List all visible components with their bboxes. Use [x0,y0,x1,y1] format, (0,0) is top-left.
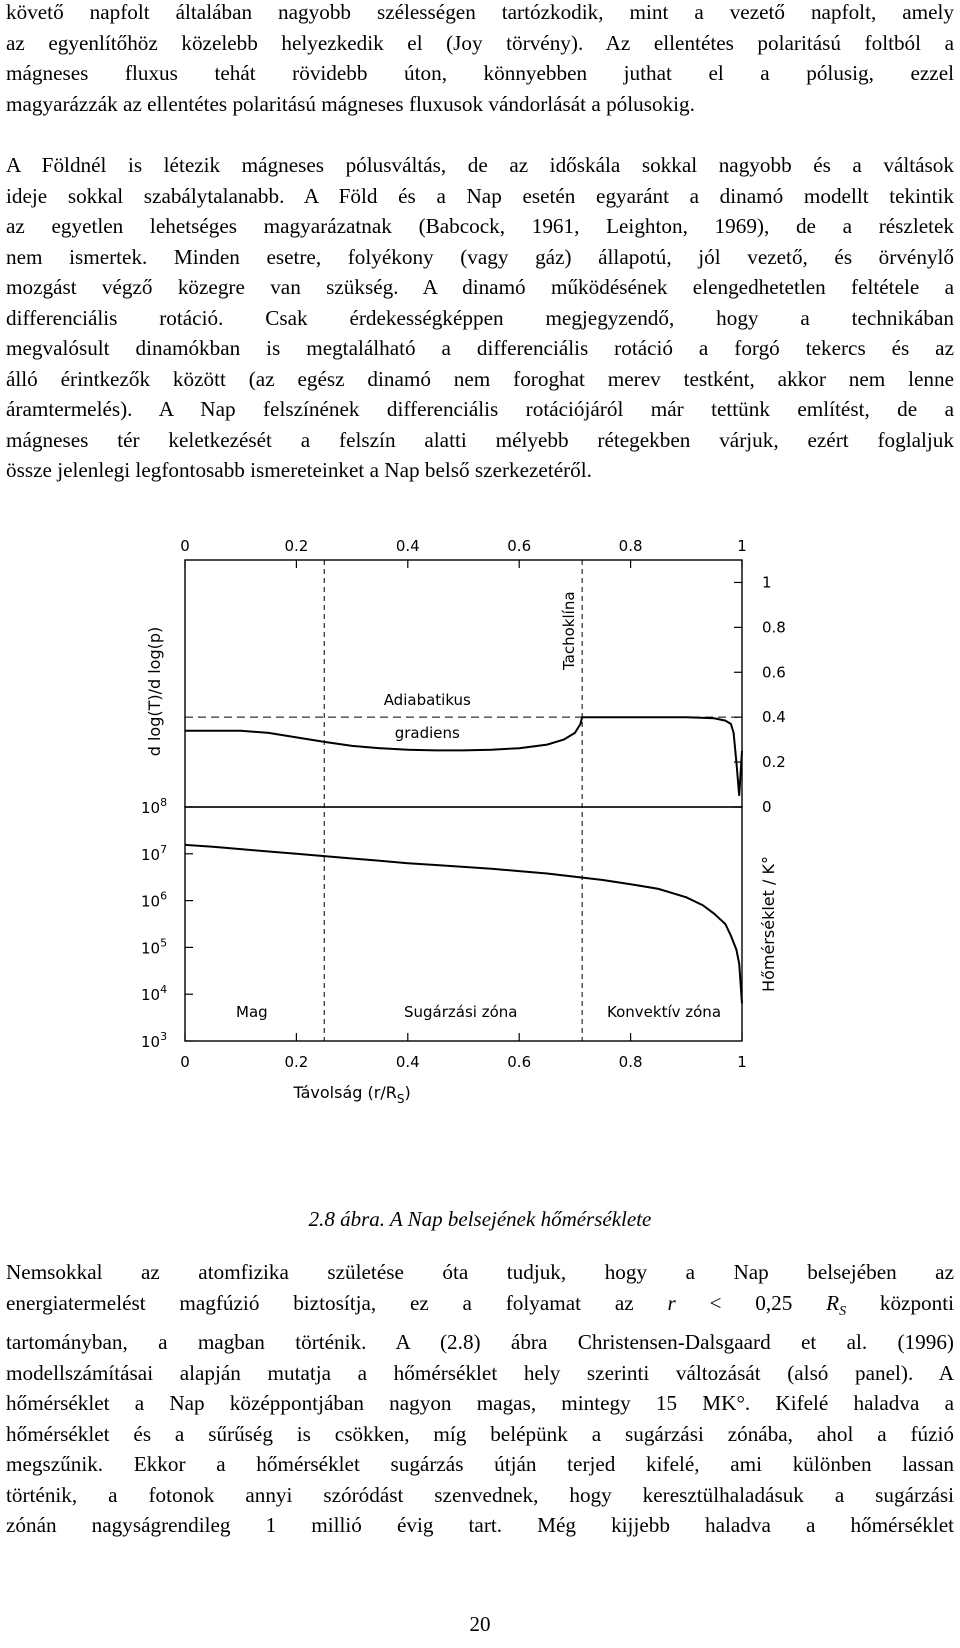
upper-y-tick-label: 0.6 [762,663,786,682]
text-line: hőmérséklet és a sűrűség is csökken, míg belépünk a sugárzási zónába, ahol a fúzió [6,1421,954,1446]
text-line: követő napfolt általában nagyobb szélességen tartózkodik, mint a vezető napfolt, amely [6,0,954,24]
adiabatic-label-line2: gradiens [394,724,460,743]
figure-caption: 2.8 ábra. A Nap belsejének hőmérséklete [308,1207,652,1231]
x-axis-label-end: ) [404,1083,411,1102]
tachocline-label: Tachoklína [560,591,579,670]
lower-y-tick-label: $10^4$ [141,983,168,1005]
bottom-x-tick-label: 0.6 [507,1053,532,1071]
page-number: 20 [469,1612,491,1636]
tick-exponent: 7 [160,842,168,856]
text-line: nem ismertek. Minden esetre, folyékony (vagy gáz) állapotú, jól vezető, és örvénylő [6,244,954,269]
tick-exponent: 8 [160,796,168,809]
text-line: magyarázzák az ellentétes polaritású mágneses fluxusok vándorlását a pólusokig. [6,91,695,116]
upper-y-tick-label: 0.4 [762,708,786,727]
x-axis-label: Távolság $(r/R_S)$ [293,1083,411,1106]
top-x-tick-label: 0.6 [507,537,532,555]
text-line: megszűnik. Ekkor a hőmérséklet sugárzás útján terjed kifelé, ami különben lassan [6,1452,954,1477]
top-x-tick-label: 0.4 [395,537,420,555]
paragraph-top [6,0,954,119]
upper-y-axis-label: d log(T)/d log(p) [145,626,164,757]
paragraph-middle [6,150,954,486]
lower-y-tick-label: $10^5$ [141,936,168,958]
top-x-tick-label: 0 [180,537,190,555]
text-line: ideje sokkal szabálytalanabb. A Föld és a Nap esetén egyaránt a dinamó modellt tekintik [6,183,954,208]
lower-y-tick-label: $10^7$ [141,842,168,864]
paragraph-bottom [6,1257,954,1541]
bottom-x-tick-label: 0.4 [395,1053,420,1071]
lower-y-tick-label: $10^3$ [141,1030,168,1051]
bottom-x-tick-label: 0.8 [618,1053,643,1071]
text-line: differenciális rotáció. Csak érdekességképpen megjegyzendő, hogy a technikában [6,305,954,330]
upper-y-tick-label: 0 [762,798,772,816]
adiabatic-label-line1: Adiabatikus [383,691,471,710]
upper-y-tick-label: 0.8 [762,618,786,637]
upper-panel [145,537,786,1041]
tick-exponent: 5 [160,936,168,950]
text-line: álló érintkezők között (az egész dinamó nem foroghat merev testként, akkor nem lenne [6,366,954,391]
x-axis-label-subscript: S [396,1092,405,1106]
text-line: az egyetlen lehetséges magyarázatnak (Babcock, 1961, Leighton, 1969), de a részletek [6,214,954,238]
text-line: össze jelenlegi legfontosabb ismereteinket a Nap belső szerkezetéről. [6,458,592,482]
upper-y-tick-label: 0.2 [762,753,786,772]
bottom-x-tick-label: 0.2 [284,1053,309,1071]
lower-panel [141,796,778,1106]
text-line: tartományban, a magban történik. A (2.8) ábra Christensen-Dalsgaard et al. (1996) [6,1330,954,1355]
text-line: Nemsokkal az atomfizika születése óta tudjuk, hogy a Nap belsejében az [6,1260,954,1284]
text-line: történik, a fotonok annyi szóródást szenvednek, hogy keresztülhaladásuk a sugárzási [6,1482,954,1507]
gradient-curve [185,717,742,796]
text-line: az egyenlítőhöz közelebb helyezkedik el (Joy törvény). Az ellentétes polaritású foltból a [6,30,954,55]
text-line: megvalósult dinamókban is megtalálható a differenciális rotáció a forgó tekercs és az [6,336,954,360]
temperature-axis-label: Hőmérséklet / K° [759,856,778,992]
text-line: A Földnél is létezik mágneses pólusváltás, de az időskála sokkal nagyobb és a váltások [6,153,954,177]
text-line: mágneses tér keletkezését a felszín alatti mélyebb rétegekben várjuk, ezért foglaljuk [6,427,954,452]
tick-exponent: 4 [160,983,168,997]
top-x-tick-label: 1 [737,537,747,555]
text-line: zónán nagyságrendileg 1 millió évig tart. Még kijjebb haladva a hőmérséklet [6,1513,954,1538]
lower-y-tick-label: $10^8$ [141,796,168,817]
top-x-tick-label: 0.8 [618,537,643,555]
tick-exponent: 3 [160,1030,168,1043]
lower-y-tick-label: $10^6$ [141,889,168,911]
figure-sun-interior [130,537,830,1180]
text-line: mágneses fluxus tehát rövidebb úton, könnyebben juthat el a pólusig, ezzel [6,61,954,85]
zone-label: Sugárzási zóna [403,1003,518,1021]
temperature-curve [185,845,742,1004]
upper-frame [185,560,742,807]
bottom-x-tick-label: 0 [180,1053,190,1071]
text-line: energiatermelést magfúzió biztosítja, ez a folyamat az r < 0,25 $R_S$ központi [6,1290,954,1319]
zone-label: Mag [236,1003,268,1021]
text-line: hőmérséklet a Nap középpontjában nagyon magas, mintegy 15 MK°. Kifelé haladva a [6,1391,954,1416]
top-x-tick-label: 0.2 [284,537,309,555]
zone-label: Konvektív zóna [607,1003,722,1021]
tick-exponent: 6 [160,889,168,903]
text-line: mozgást végző közegre van szükség. A dinamó működésének elengedhetetlen feltétele a [6,275,954,299]
text-line: áramtermelés). A Nap felszínének differenciális rotációjáról már tettünk említést, de a [6,397,954,421]
text-line: modellszámításai alapján mutatja a hőmérséklet hely szerinti változását (alsó panel). A [6,1360,954,1385]
upper-y-tick-label: 1 [762,573,772,592]
bottom-x-tick-label: 1 [737,1053,747,1071]
